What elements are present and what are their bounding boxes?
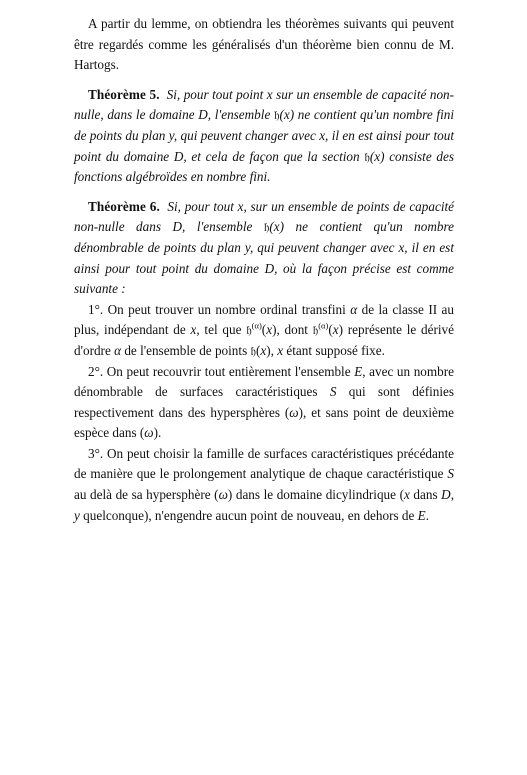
theorem-5 [74,85,454,188]
text-run: de l'ensemble de points [121,342,251,358]
math-var: x [260,342,267,358]
text-run: , il en est ainsi pour tout point du domaine [74,127,454,164]
text-run: ) dans le domaine dicylindrique ( [227,487,404,503]
text-run: quelconque), n'engendre aucun point de nouveau, en dehors de [79,507,418,523]
text-run: ) consiste des fonctions algébroïdes en nombre fini. [74,148,454,185]
math-var: x [398,239,405,255]
text-run: On peut choisir la famille de surfaces caractéristiques précédante de manière que le prolongement analytique de chaque caractéristique [74,445,454,482]
fraktur-symbol: 𝔥 [312,323,319,338]
text-run: On peut recouvrir tout entièrement l'ensemble [103,363,355,379]
fraktur-symbol: 𝔥 [364,149,370,164]
math-var: x [266,86,273,102]
superscript: (α) [251,320,262,331]
item-3 [74,444,454,526]
fraktur-symbol: 𝔥 [273,108,280,123]
text-run: ( [369,148,375,164]
math-var: x [374,148,381,164]
text-run: ( [269,219,274,235]
text-run: ) représente le dérivé d'ordre [74,322,454,358]
text-run: . [425,507,430,523]
math-var: y [74,507,80,523]
math-var: E [354,363,363,379]
math-var: E [417,507,426,523]
item-1 [74,300,454,362]
theorem-6-label: Théorème 6. [88,198,160,214]
item-2-number: 2°. [88,363,104,379]
math-var: ω [144,425,154,441]
math-var: ω [289,404,299,420]
math-var: y [244,239,250,255]
text-run: , sur un ensemble de points de capacité non-nulle dans [74,198,454,235]
item-2 [74,362,454,444]
theorem-5-label: Théorème 5. [88,86,160,102]
text-run: ) ne contient qu'un nombre fini de points du plan [74,107,454,143]
math-var: D [172,219,183,235]
text-run: ( [328,322,333,338]
math-var: S [329,384,337,400]
text-run: , qui peuvent changer avec [249,239,399,255]
superscript: (α) [318,320,329,331]
text-run: , avec un nombre dénombrable de surfaces caractéristiques [74,363,454,400]
math-var: x [319,127,326,143]
math-var: y [168,127,174,143]
math-var: ω [218,487,228,503]
math-var: D [441,487,451,503]
text-run: dans [409,487,442,503]
math-var: S [447,466,454,482]
text-run: ). [153,425,162,441]
text-run: ), dont [272,322,313,338]
math-var: x [403,487,410,503]
text-run: Si, pour tout [167,198,238,214]
math-var: x [283,107,290,123]
text-run: , et cela de façon que la section [183,148,365,164]
math-var: D [264,260,275,276]
text-run: , qui peuvent changer avec [173,127,320,143]
fraktur-symbol: 𝔥 [250,343,256,358]
math-var: x [237,198,244,214]
fraktur-symbol: 𝔥 [246,323,252,338]
math-var: x [332,322,339,338]
math-var: x [266,322,273,338]
item-3-number: 3°. [88,445,104,461]
text-run: ), et sans point de deuxième espèce dans ( [74,404,454,441]
text-run: , l'ensemble [207,107,274,123]
item-1-number: 1°. [88,301,104,317]
text-run: ), [266,342,278,358]
math-var: D [198,107,208,123]
text-run: sur un ensemble de capacité non-nulle, dans le domaine [74,86,455,123]
text-run: On peut trouver un nombre ordinal transfini [103,301,351,317]
text-run: , [450,487,454,503]
text-run: , l'ensemble [182,219,264,235]
intro-paragraph [74,14,454,76]
fraktur-symbol: 𝔥 [263,220,270,235]
page-content [74,14,454,526]
text-run: Si, pour tout point [166,86,267,102]
math-var: α [350,301,358,317]
math-var: x [277,342,284,358]
text-run: , où la façon précise est comme suivante : [74,260,454,297]
math-var: x [190,322,197,338]
text-run: étant supposé fixe. [283,342,385,358]
math-var: α [114,342,122,358]
text-run: ( [261,322,267,338]
text-run: ) ne contient qu'un nombre dénombrable de points du plan [74,219,454,255]
text-run: , tel que [196,322,247,338]
math-var: x [273,219,280,235]
math-var: D [173,148,184,164]
text-run: ( [255,342,261,358]
text-run: ( [279,107,284,123]
text-run: de la classe II au plus, indépendant de [74,301,454,338]
intro-text: A partir du lemme, on obtiendra les théorèmes suivants qui peuvent être regardés comme les généralisés d'un théorème bien connu de M. Hartogs. [74,16,454,73]
text-run: qui sont définies respectivement dans des hypersphères ( [74,384,454,420]
text-run: au delà de sa hypersphère ( [74,487,219,503]
text-run: , il en est ainsi pour tout point du domaine [74,239,454,276]
theorem-6 [74,197,454,300]
